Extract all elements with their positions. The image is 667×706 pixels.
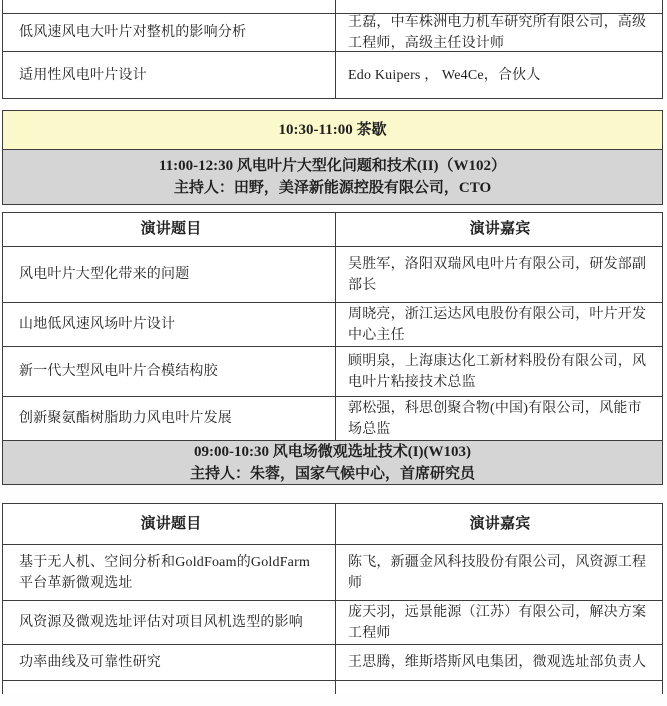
table-row [3,600,662,644]
topic-header-cell: 演讲题目 [3,213,336,246]
table-row [3,13,662,51]
session-title: 09:00-10:30 风电场微观选址技术(I)(W103) [193,443,472,460]
topic-cell: 新一代大型风电叶片合模结构胶 [3,347,336,396]
topic-cell: 风资源及微观选址评估对项目风机选型的影响 [3,601,336,644]
agenda-table-siting [2,503,663,694]
session-header-blade [3,149,662,204]
speaker-cell: 周晓亮，浙江运达风电股份有限公司，叶片开发中心主任 [348,306,647,343]
spacer [0,205,667,212]
session-header-siting [3,440,662,484]
table-row [3,246,662,302]
table-row [3,302,662,346]
session-title: 11:00-12:30 风电叶片大型化问题和技术(II)（W102） [158,158,507,174]
topic-cell: 山地低风速风场叶片设计 [3,303,336,346]
speaker-cell: Edo Kuipers ， We4Ce，合伙人 [348,67,541,83]
speaker-cell: 郭松强，科思创聚合物(中国)有限公司，风能市场总监 [348,400,642,437]
agenda-table-top [2,0,663,99]
table-row [3,644,662,680]
speaker-header-cell: 演讲嘉宾 [469,221,531,237]
topic-cell: 适用性风电叶片设计 [3,52,336,98]
table-row [3,51,662,98]
speaker-cell: 顾明泉，上海康达化工新材料股份有限公司，风电叶片粘接技术总监 [348,353,647,390]
speaker-cell: 吴胜军，洛阳双瑞风电叶片有限公司，研发部副部长 [348,256,647,293]
topic-cell [3,0,336,13]
spacer [0,485,667,503]
spacer [0,99,667,110]
table-header-row [3,213,662,246]
topic-cell [3,681,336,694]
session-host: 主持人：田野，美泽新能源控股有限公司，CTO [173,180,492,196]
agenda-table-blade [2,212,663,485]
banner-group [2,110,663,205]
topic-cell: 基于无人机、空间分析和GoldFoam的GoldFarm平台革新微观选址 [3,545,336,600]
table-header-row [3,504,662,544]
speaker-cell: 庞天羽，远景能源（江苏）有限公司，解决方案工程师 [348,604,647,641]
speaker-cell: 陈飞，新疆金风科技股份有限公司，风资源工程师 [348,554,647,591]
tea-break-label: 10:30-11:00 茶歇 [278,122,387,138]
speaker-header-cell: 演讲嘉宾 [469,515,531,532]
table-row [3,544,662,600]
table-row-partial [3,680,662,694]
speaker-cell: 王磊，中车株洲电力机车研究所有限公司，高级工程师，高级主任设计师 [348,14,647,51]
table-row [3,346,662,396]
tea-break-banner [3,111,662,149]
topic-header-cell: 演讲题目 [3,504,336,544]
topic-cell: 低风速风电大叶片对整机的影响分析 [3,14,336,51]
speaker-cell [336,681,662,694]
table-row [3,396,662,440]
speaker-cell: 王思腾，维斯塔斯风电集团，微观选址部负责人 [348,655,647,670]
topic-cell: 风电叶片大型化带来的问题 [3,247,336,302]
session-host: 主持人：朱蓉，国家气候中心，首席研究员 [189,465,475,482]
topic-cell: 创新聚氨酯树脂助力风电叶片发展 [3,397,336,440]
topic-cell: 功率曲线及可靠性研究 [3,645,336,680]
